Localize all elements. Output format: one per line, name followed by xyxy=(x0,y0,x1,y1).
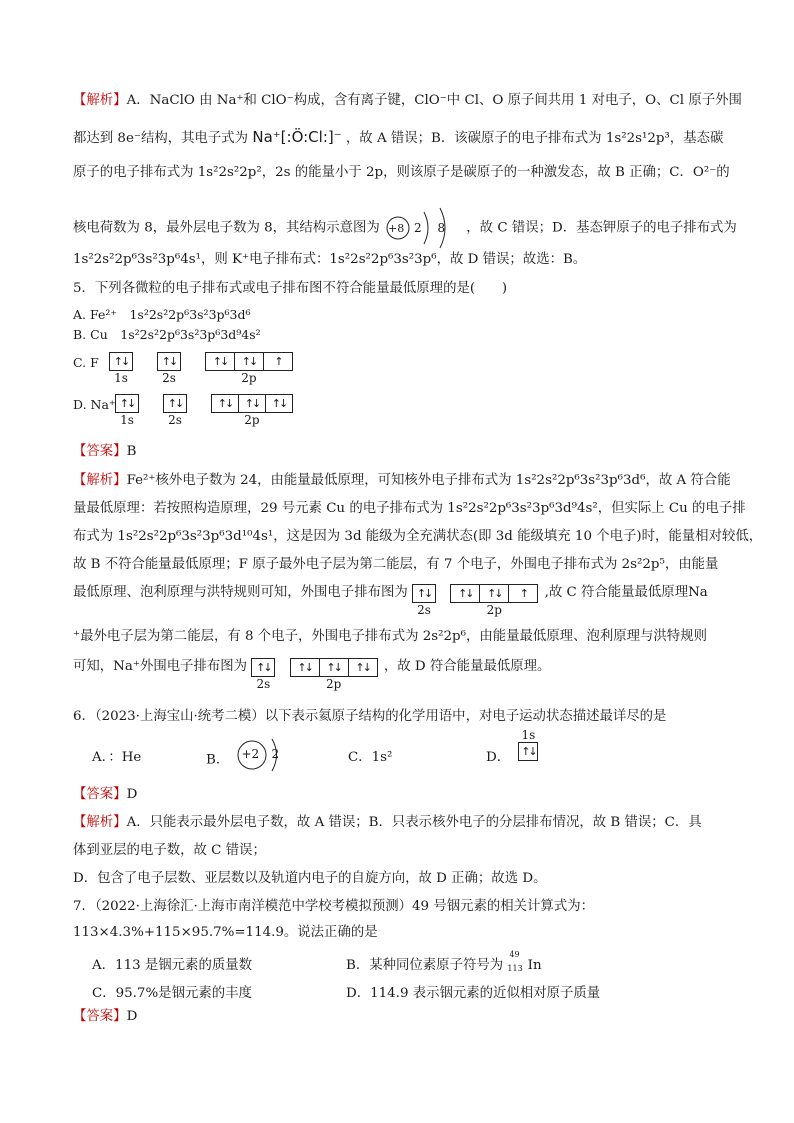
answer-value: D xyxy=(126,1009,138,1024)
q7-stem: 7．（2022·上海徐汇·上海市南洋模范中学校考模拟预测）49 号铟元素的相关计算式为： xyxy=(73,899,594,914)
orbital-2p xyxy=(290,658,378,690)
orbital-box: ↑↓ xyxy=(291,659,320,676)
q5-stem: 5．下列各微粒的电子排布式或电子排布图不符合能量最低原理的是( ) xyxy=(73,281,508,296)
orbital-box: ↑↓ xyxy=(113,354,129,368)
orbital-box: ↑↓ xyxy=(161,354,177,368)
q7-option-d: D．114.9 表示铟元素的近似相对原子质量 xyxy=(346,986,601,1001)
orbital-box: ↑↓ xyxy=(416,586,432,600)
isotope-mass: 49 xyxy=(509,949,520,959)
analysis-tag: 【解析】 xyxy=(73,473,127,488)
q7-formula: 113×4.3%+115×95.7%=114.9。说法正确的是 xyxy=(73,925,378,940)
text: 可知，Na⁺外围电子排布图为 xyxy=(73,659,248,674)
text: ，故 C 错误；D．基态钾原子的电子排布式为 xyxy=(466,220,737,236)
q5-explain-6: ⁺最外电子层为第二能层，有 8 个电子，外围电子排布式为 2s²2p⁶，由能量最低原理、泡利原理与洪特规则 xyxy=(73,629,707,644)
analysis-line-4 xyxy=(73,206,737,250)
he-orbital xyxy=(518,728,538,761)
analysis-line-5 xyxy=(73,251,586,269)
orbital-box: ↑↓ xyxy=(480,585,509,602)
o2-nucleus: +8 xyxy=(388,222,405,235)
orbital-label: 2p xyxy=(244,413,260,427)
analysis-line-1 xyxy=(73,92,742,110)
q5-explain-1 xyxy=(73,472,731,490)
q7-option-c: C．95.7%是铟元素的丰度 xyxy=(92,986,252,1001)
orbital-box: ↑↓ xyxy=(320,659,349,676)
text: 1s²2s²2p⁶3s²3p⁶4s¹，则 K⁺电子排布式：1s²2s²2p⁶3s²3p⁶，故 D 错误；故选：B。 xyxy=(73,252,587,267)
orbital-box: ↑↓ xyxy=(256,660,271,674)
orbital-1s xyxy=(115,394,139,426)
q5-c-label: C. F xyxy=(73,355,99,370)
q7-answer xyxy=(73,1008,137,1026)
q5-option-c xyxy=(73,352,301,384)
text: 核电荷数为 8，最外层电子数为 8，其结构示意图为 xyxy=(73,220,380,236)
orbital-label: 2s xyxy=(256,677,271,691)
orbital-label: 2s xyxy=(417,603,431,617)
answer-value: B xyxy=(126,444,137,459)
orbital-box: ↑↓ xyxy=(451,585,480,602)
q7-b-text: B．某种同位素原子符号为 xyxy=(346,958,504,973)
analysis-tag: 【解析】 xyxy=(73,815,127,830)
q6-option-a: A．：He xyxy=(92,750,142,765)
orbital-2p xyxy=(205,352,293,384)
text: 最低原理、泡利原理与洪特规则可知，外围电子排布图为 xyxy=(73,585,408,600)
text: 原子的电子排布式为 1s²2s²2p²，2s 的能量小于 2p，则该原子是碳原子的一种激发态，故 B 正确；C．O²⁻的 xyxy=(73,165,730,180)
q6-d-label: D． xyxy=(486,750,511,765)
orbital-box: ↑↓ xyxy=(206,353,235,370)
answer-value: D xyxy=(126,787,138,802)
q7-option-a: A．113 是铟元素的质量数 xyxy=(92,958,253,973)
q6-option-c: C．1s² xyxy=(348,750,393,765)
q5-option-d xyxy=(73,394,301,426)
analysis-tag: 【解析】 xyxy=(73,93,127,108)
q6-explain-2: 体到亚层的电子数，故 C 错误； xyxy=(73,843,266,858)
q6-explain-3: D．包含了电子层数、亚层数以及轨道内电子的自旋方向，故 D 正确；故选 D。 xyxy=(73,871,547,886)
text: Fe²⁺核外电子数为 24，由能量最低原理，可知核外电子排布式为 1s²2s²2p⁶3s²3p⁶3d⁶，故 A 符合能 xyxy=(126,473,731,488)
q6-answer xyxy=(73,786,137,804)
q5-explain-2: 量最低原理：若按照构造原理，29 号元素 Cu 的电子排布式为 1s²2s²2p⁶3s²3p⁶3d⁹4s²，但实际上 Cu 的电子排 xyxy=(73,501,746,516)
he-nucleus: +2 xyxy=(241,747,260,761)
q5-answer xyxy=(73,443,136,461)
q6-explain-1 xyxy=(73,814,702,832)
q5-explain-4: 故 B 不符合能量最低原理；F 原子最外电子层为第二能层，有 7 个电子，外围电子排布式为 2s²2p⁵，由能量 xyxy=(73,557,719,572)
text: A．NaClO 由 Na⁺和 ClO⁻构成，含有离子键，ClO⁻中 Cl、O 原子间共用 1 对电子，O、Cl 原子外围 xyxy=(126,93,742,108)
q5-option-a: A. Fe²⁺ 1s²2s²2p⁶3s²3p⁶3d⁶ xyxy=(73,307,251,322)
he-shell: 2 xyxy=(271,747,280,761)
q6-option-b xyxy=(206,746,284,774)
answer-tag: 【答案】 xyxy=(73,444,127,459)
analysis-line-2 xyxy=(73,128,723,148)
orbital-label: 2s xyxy=(162,371,176,385)
isotope-symbol: In xyxy=(527,958,542,973)
orbital-2s xyxy=(251,658,275,690)
orbital-label: 2s xyxy=(168,413,182,427)
orbital-2p xyxy=(450,584,538,616)
q5-option-b: B. Cu 1s²2s²2p⁶3s²3p⁶3d⁹4s² xyxy=(73,327,261,342)
electron-formula: Na⁺[:Ö:Cl:]⁻ xyxy=(252,128,342,146)
text: ，故 A 错误；B．该碳原子的电子排布式为 1s²2s¹2p³，基态碳 xyxy=(345,131,724,146)
orbital-label: 2p xyxy=(486,603,502,617)
orbital-label: 2p xyxy=(325,677,342,691)
orbital-box: ↑↓ xyxy=(235,353,264,370)
orbital-label: 2p xyxy=(241,371,257,385)
orbital-label: 1s xyxy=(120,413,134,427)
analysis-line-3 xyxy=(73,164,730,182)
q7-option-b xyxy=(346,949,542,976)
q5-explain-5 xyxy=(73,584,708,616)
orbital-box: ↑↓ xyxy=(355,660,370,674)
text: A．只能表示最外层电子数，故 A 错误；B．只表示核外电子的分层排布情况，故 B 错误；C．具 xyxy=(126,815,702,830)
orbital-2p xyxy=(211,394,293,426)
q6-option-d xyxy=(486,728,538,765)
answer-tag: 【答案】 xyxy=(73,1009,127,1024)
o2-structure-diagram xyxy=(384,206,462,250)
he-structure-diagram xyxy=(234,736,284,774)
isotope-script xyxy=(507,949,523,976)
q6-b-label: B． xyxy=(206,752,230,768)
q5-d-label: D. Na⁺ xyxy=(73,397,116,412)
o2-shells: 2 8 xyxy=(414,221,452,235)
orbital-label: 1s xyxy=(521,728,536,742)
orbital-box: ↑↓ xyxy=(119,396,135,410)
orbital-1s xyxy=(109,352,133,384)
q5-explain-7 xyxy=(73,658,550,690)
orbital-box: ↑ xyxy=(274,354,282,368)
q5-explain-3: 布式为 1s²2s²2p⁶3s²3p⁶3d¹⁰4s¹，这是因为 3d 能级为全充满状态(即 3d 能级填充 10 个电子)时，能量相对较低， xyxy=(73,529,763,544)
orbital-box: ↑↓ xyxy=(167,396,183,410)
answer-tag: 【答案】 xyxy=(73,787,127,802)
orbital-box: ↑ xyxy=(519,586,527,600)
orbital-box: ↑↓ xyxy=(239,395,266,412)
text: 都达到 8e⁻结构，其电子式为 xyxy=(73,131,249,146)
text: ,故 C 符合能量最低原理Na xyxy=(544,585,708,600)
orbital-box: ↑↓ xyxy=(271,396,287,410)
orbital-label: 1s xyxy=(114,371,128,385)
orbital-2s xyxy=(412,584,436,616)
orbital-box: ↑↓ xyxy=(212,395,239,412)
orbital-2s xyxy=(163,394,187,426)
isotope-atomic: 113 xyxy=(507,963,523,973)
orbital-box: ↑↓ xyxy=(521,745,536,758)
text: ，故 D 符合能量最低原理。 xyxy=(383,659,551,674)
q6-stem: 6．（2023·上海宝山·统考二模）以下表示氦原子结构的化学用语中，对电子运动状态描述最详尽的是 xyxy=(73,709,667,724)
orbital-2s xyxy=(157,352,181,384)
